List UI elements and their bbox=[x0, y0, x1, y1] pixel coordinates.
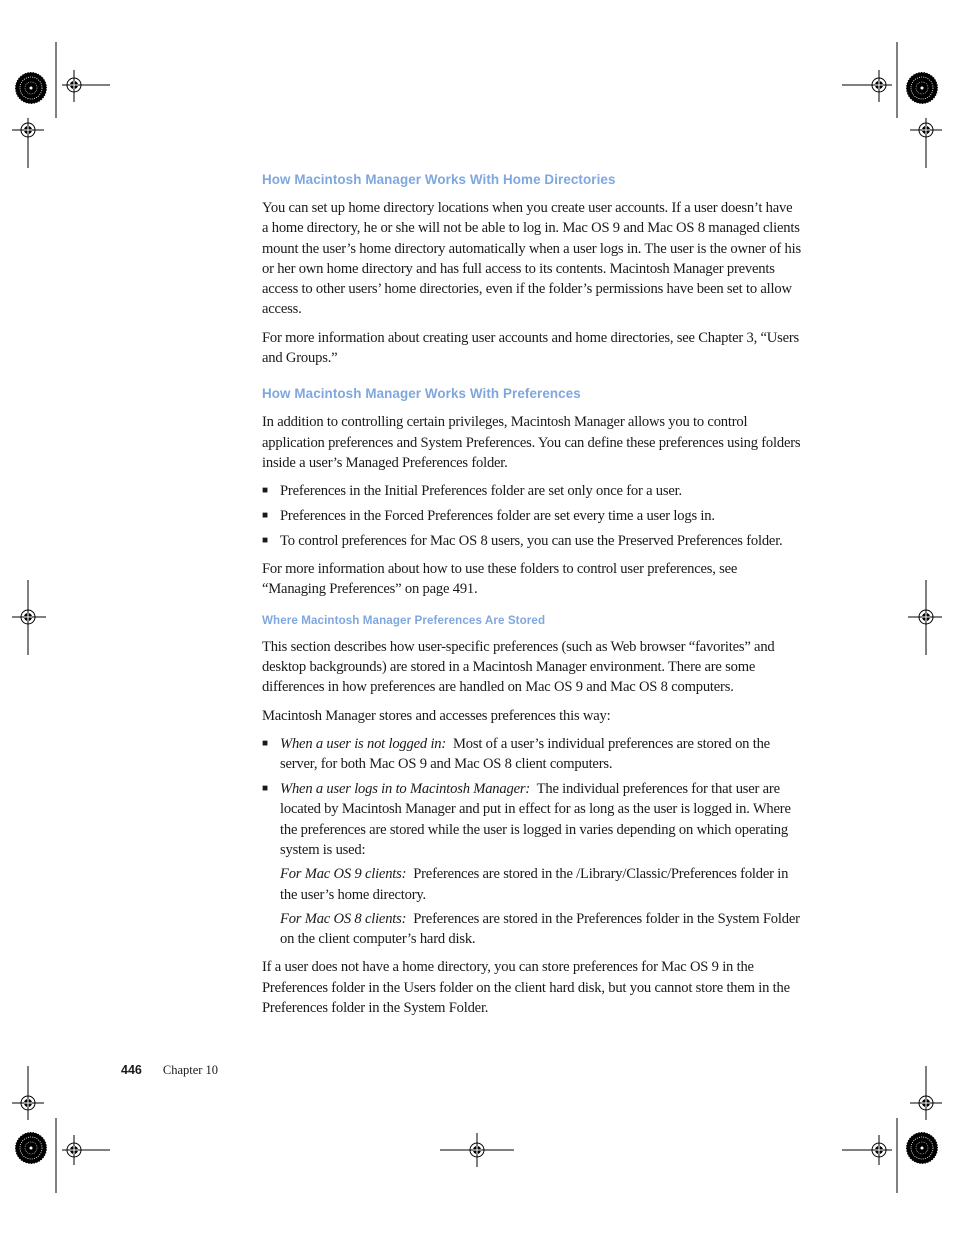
paragraph: This section describes how user-specific preferences (such as Web browser “favorites” and desktop backgrounds) are stored in a Macintosh Manager environment. There are some differences in how preferences are handled on Mac OS 9 and Mac OS 8 computers. bbox=[262, 638, 775, 696]
starburst-mark-bottom-left bbox=[15, 1132, 47, 1164]
paragraph: You can set up home directory locations when you create user accounts. If a user doesn’t have a home directory, he or she will not be able to log in. Mac OS 9 and Mac OS 8 managed clients mount the user’s home directory automatically when a user logs in. The user is the owner of his or her own home directory and has full access to its contents. Macintosh Manager prevents access to other users’ home directories, even if the folder’s permissions have been set to allow access. bbox=[262, 200, 801, 318]
run-in-label: When a user is not logged in: bbox=[280, 735, 447, 752]
bullet-list bbox=[262, 481, 802, 551]
subsection-heading-where-stored: Where Macintosh Manager Preferences Are Stored bbox=[262, 613, 546, 627]
sub-paragraph: For Mac OS 8 clients: Preferences are stored in the Preferences folder in the System Folder on the client computer’s hard disk. bbox=[280, 910, 800, 948]
starburst-mark-top-right bbox=[906, 72, 938, 104]
bullet-icon: ■ bbox=[262, 510, 268, 522]
bullet-icon: ■ bbox=[262, 783, 268, 795]
run-in-label: For Mac OS 8 clients: bbox=[280, 910, 407, 927]
page-content bbox=[262, 172, 802, 1026]
section-heading-home-directories: How Macintosh Manager Works With Home Directories bbox=[262, 172, 616, 187]
paragraph: In addition to controlling certain privileges, Macintosh Manager allows you to control application preferences and System Preferences. You can define these preferences using folders inside a user’s Managed Preferences folder. bbox=[262, 414, 801, 471]
page-number: 446 bbox=[121, 1063, 142, 1077]
paragraph: Macintosh Manager stores and accesses preferences this way: bbox=[262, 707, 611, 724]
bullet-icon: ■ bbox=[262, 485, 268, 497]
bullet-icon: ■ bbox=[262, 534, 268, 546]
list-item: ■ Preferences in the Initial Preferences folder are set only once for a user. bbox=[262, 481, 802, 501]
sub-paragraph: For Mac OS 9 clients: Preferences are stored in the /Library/Classic/Preferences folder in the user’s home directory. bbox=[280, 866, 789, 903]
bullet-list bbox=[262, 734, 802, 949]
paragraph: If a user does not have a home directory, you can store preferences for Mac OS 9 in the Preferences folder in the Users folder on the client hard disk, but you cannot store them in the Preferences folder in the System Folder. bbox=[262, 959, 790, 1016]
paragraph: For more information about creating user accounts and home directories, see Chapter 3, “Users and Groups.” bbox=[262, 329, 799, 367]
run-in-label: For Mac OS 9 clients: bbox=[280, 866, 407, 883]
list-item: ■ To control preferences for Mac OS 8 users, you can use the Preserved Preferences folder. bbox=[262, 531, 802, 551]
section-heading-preferences: How Macintosh Manager Works With Preferences bbox=[262, 386, 581, 402]
list-item: ■ Preferences in the Forced Preferences folder are set every time a user logs in. bbox=[262, 506, 802, 526]
run-in-label: When a user logs in to Macintosh Manager: bbox=[280, 781, 530, 798]
starburst-mark-top-left bbox=[15, 72, 47, 104]
chapter-label: Chapter 10 bbox=[162, 1063, 219, 1077]
page-footer bbox=[121, 1063, 218, 1078]
paragraph: For more information about how to use these folders to control user preferences, see “Managing Preferences” on page 491. bbox=[262, 561, 738, 598]
starburst-mark-bottom-right bbox=[906, 1132, 938, 1164]
list-item: ■ When a user is not logged in: Most of a user’s individual preferences are stored on the server, for both Mac OS 9 and Mac OS 8 client computers. bbox=[262, 735, 770, 773]
bullet-icon: ■ bbox=[262, 737, 268, 749]
list-item: ■ When a user logs in to Macintosh Manager: The individual preferences for that user are located by Macintosh Manager and put in effect for as long as the user is logged in. Where the preferences are stored while the user is logged in varies depending on which operating system is used: For Mac OS 9 clients: Preferences are stored in the /Library/Classic/Preferences folder in the user’s home directory. For Mac OS 8 clients: Preferences are stored in the Preferences folder in the System Folder on the client computer’s hard disk. bbox=[262, 779, 802, 949]
